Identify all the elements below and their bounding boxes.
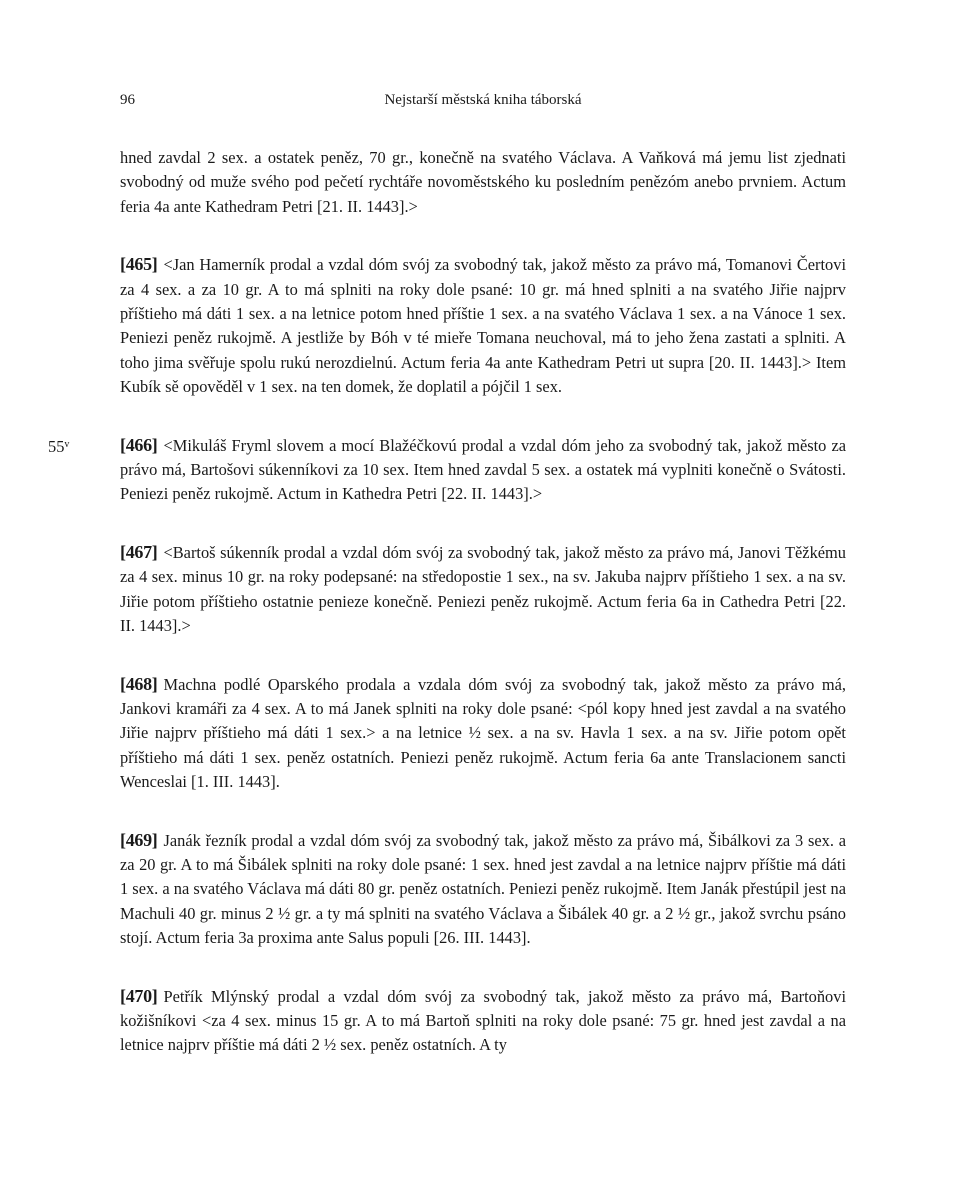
entry-466 [48,433,846,507]
folio-side: v [64,438,70,450]
running-title: Nejstarší městská kniha táborská [384,92,582,108]
page-number: 96 [120,92,135,108]
entry-468 [120,672,846,795]
entry-467 [120,540,846,639]
entry-469 [120,828,846,951]
entry-text: <Jan Hamerník prodal a vzdal dóm svój za svobodný tak, jakož město za právo má, Tomanovi Čertovi za 4 sex. a za 10 gr. A to má splniti na roky dole psané: 10 gr. má hned splniti a na svatého Jiřie najprv příštieho má dáti 1 sex. a na letnice potom hned příštie 1 sex. a na svatého Václava 1 sex. a na Vánoce 1 sex. Peniezi peněz rukojmě. A jestliže by Bóh v té mieře Tomana neuchoval, má to jeho žena zastati a splniti. A toho jima svěřuje spolu rukú nerozdielnú. Actum feria 4a ante Kathedram Petri ut supra [20. II. 1443].> Item Kubík sě opověděl v 1 sex. na ten domek, že doplatil a pójčil 1 sex. [120,255,846,397]
text-block [48,146,846,1091]
entry-text: <Mikuláš Fryml slovem a mocí Blažéčkovú prodal a vzdal dóm jeho za svobodný tak, jakož město za právo má, Bartošovi súkenníkovi za 10 sex. Item hned zavdal 5 sex. a ostatek má vyplniti konečně o Svátosti. Peniezi peněz rukojmě. Actum in Kathedra Petri [22. II. 1443].> [120,435,846,504]
entry-text: Janák řezník prodal a vzdal dóm svój za svobodný tak, jakož město za právo má, Šibálkovi za 3 sex. a za 20 gr. A to má Šibálek splniti na roky dole psané: 1 sex. hned jest zavdal a na letnice najprv příštie má dáti 1 sex. a na svatého Václava má dáti 80 gr. peněz ostatních. Peniezi peněz rukojmě. Item Janák přestúpil jest na Machuli 40 gr. minus 2 ½ gr. a ty má splniti na svatého Václava a Šibálek 40 gr. a 2 ½ gr., jakož svrchu psáno stojí. Actum feria 3a proxima ante Salus populi [26. III. 1443]. [120,830,846,948]
paragraph-continuation [120,146,846,219]
entry-text: Petřík Mlýnský prodal a vzdal dóm svój za svobodný tak, jakož město za právo má, Bartoňovi kožišníkovi <za 4 sex. minus 15 gr. A to má Bartoň splniti na roky dole psané: 75 gr. hned jest zavdal a na letnice najprv příštie má dáti 2 ½ sex. peněz ostatních. A ty [120,986,846,1055]
entry-text: Machna podlé Oparského prodala a vzdala dóm svój za svobodný tak, jakož město za právo má, Jankovi kramáři za 4 sex. A to má Janek splniti na roky dole psané: <pól kopy hned jest zavdal a na svatého Jiřie najprv příštieho má dáti 1 sex.> a na letnice ½ sex. a na sv. Havla 1 sex. a na sv. Jiřie potom opět příštieho má dáti 1 sex. peněz ostatních. Peniezi peněz rukojmě. Actum feria 6a ante Translacionem sancti Wenceslai [1. III. 1443]. [120,674,846,792]
entry-number: [469] [120,829,158,850]
running-head [120,92,846,112]
entry-470 [120,984,846,1058]
paragraph-text: hned zavdal 2 sex. a ostatek peněz, 70 gr., konečně na svatého Václava. A Vaňková má jemu list zjednati svobodný od muže svého pod pečetí rychtáře novoměstského ku posledním penězóm anebo prvniem. Actum feria 4a ante Kathedram Petri [21. II. 1443].> [120,148,846,216]
entry-number: [465] [120,254,158,275]
folio-margin-note [48,433,69,459]
entry-text: <Bartoš súkenník prodal a vzdal dóm svój za svobodný tak, jakož město za právo má, Janovi Těžkému za 4 sex. minus 10 gr. na roky podepsané: na středopostie 1 sex., na sv. Jakuba najprv příštieho 1 sex. a na sv. Jiřie potom příštieho ostatnie penieze konečně. Peniezi peněz rukojmě. Actum feria 6a in Cathedra Petri [22. II. 1443].> [120,542,846,636]
entry-number: [467] [120,541,158,562]
entry-number: [468] [120,673,158,694]
entry-number: [470] [120,985,158,1006]
entry-number: [466] [120,434,158,455]
folio-number: 55 [48,436,65,456]
entry-465 [120,252,846,399]
